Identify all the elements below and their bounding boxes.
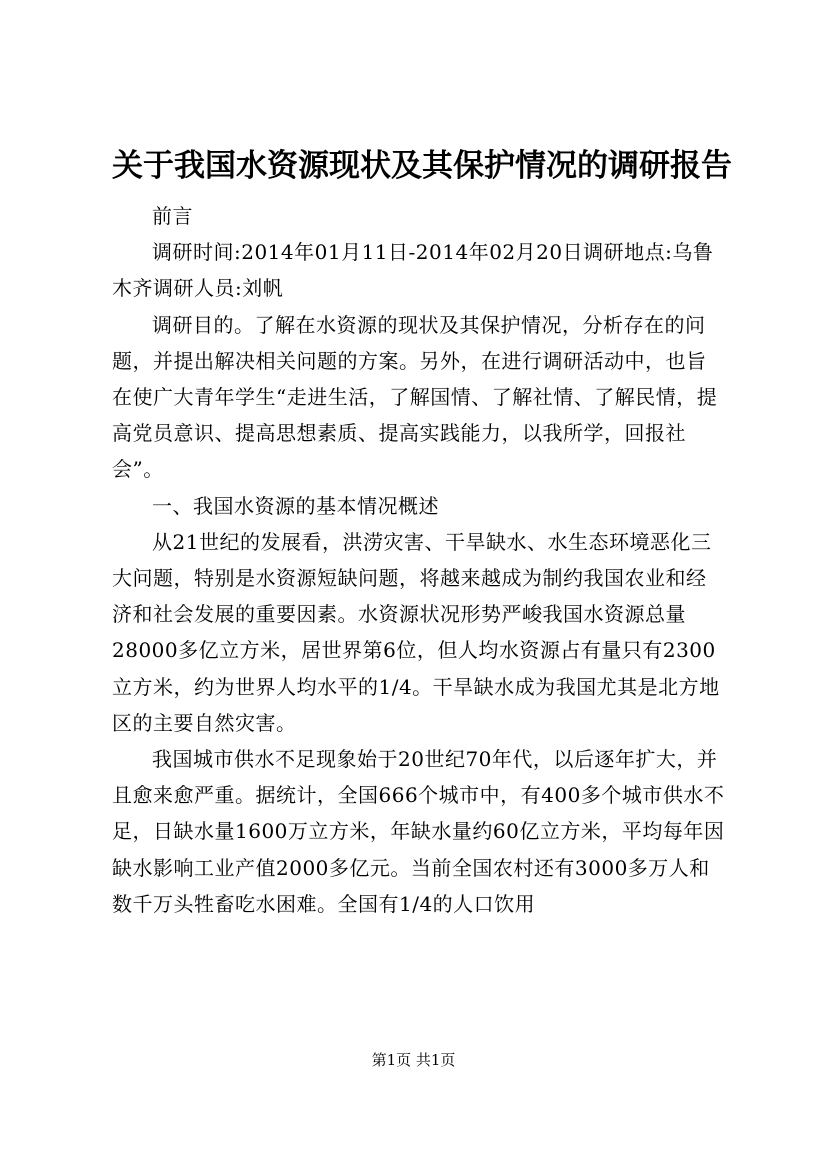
paragraph-survey-purpose: 调研目的。了解在水资源的现状及其保护情况，分析存在的问题，并提出解决相关问题的方案。另外，在进行调研活动中，也旨在使广大青年学生“走进生活，了解国情、了解社情、了解民情，提高党员意识、提高思想素质、提高实践能力，以我所学，回报社会”。 xyxy=(112,312,718,482)
paragraph-survey-info: 调研时间:2014年01月11日-2014年02月20日调研地点:乌鲁木齐调研人员:刘帆 xyxy=(112,240,714,301)
document-title: 关于我国水资源现状及其保护情况的调研报告 xyxy=(112,148,732,184)
document-body xyxy=(112,198,726,922)
section-heading-preface: 前言 xyxy=(152,204,193,228)
paragraph-urban-water-shortage: 我国城市供水不足现象始于20世纪70年代，以后逐年扩大，并且愈来愈严重。据统计，全国666个城市中，有400多个城市供水不足，日缺水量1600万立方米，年缺水量约60亿立方米，平均每年因缺水影响工业产值2000多亿元。当前全国农村还有3000多万人和数千万头牲畜吃水困难。全国有1/4的人口饮用 xyxy=(112,747,725,916)
paragraph-water-resources: 从21世纪的发展看，洪涝灾害、干旱缺水、水生态环境恶化三大问题，特别是水资源短缺问题，将越来越成为制约我国农业和经济和社会发展的重要因素。水资源状况形势严峻我国水资源总量28000多亿立方米，居世界第6位，但人均水资源占有量只有2300立方米，约为世界人均水平的1/4。干旱缺水成为我国尤其是北方地区的主要自然灾害。 xyxy=(112,529,720,735)
page-footer: 第1页 共1页 xyxy=(371,1051,456,1069)
section-heading-overview: 一、我国水资源的基本情况概述 xyxy=(152,493,439,518)
